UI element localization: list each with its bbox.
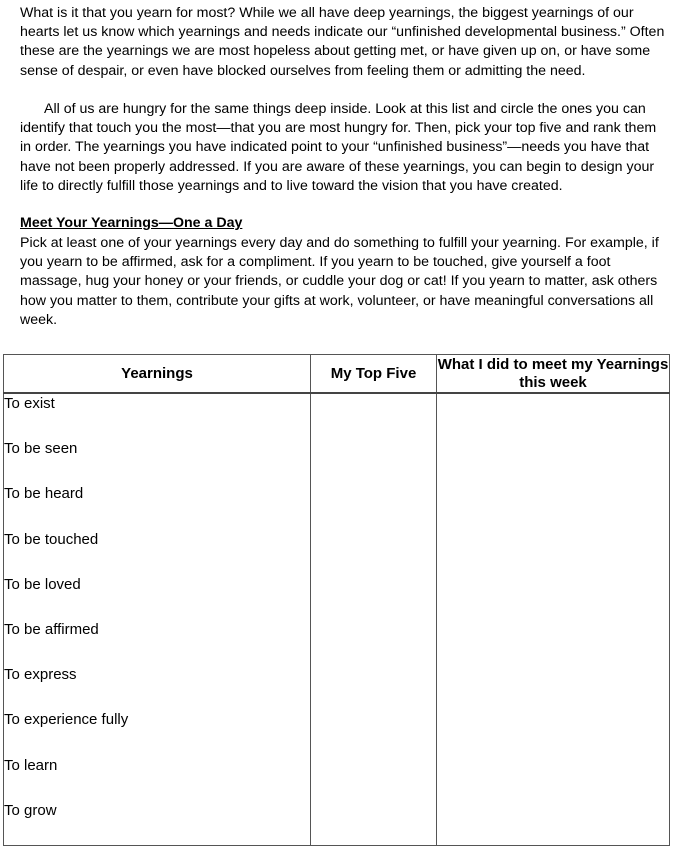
top-five-cell[interactable] — [311, 393, 437, 439]
top-five-cell[interactable] — [311, 756, 437, 801]
what-i-did-cell[interactable] — [437, 393, 670, 439]
yearning-label: To grow — [4, 801, 57, 819]
what-i-did-cell[interactable] — [437, 439, 670, 484]
table-row — [4, 710, 670, 755]
yearning-label: To be touched — [4, 530, 99, 548]
instructions-paragraph: All of us are hungry for the same things deep inside. Look at this list and circle the ones you can identify that touch you the most—that you are most hungry for. Then, pick your top five and rank them in order. The yearnings you have indicated point to your “unfinished business”—needs you have that have not been properly addressed. If you are aware of these yearnings, you can begin to design your life to directly fulfill those yearnings and to live toward the vision that you have created. — [20, 101, 657, 194]
yearnings-table — [3, 354, 670, 846]
yearning-cell — [4, 575, 311, 620]
yearning-label: To learn — [4, 756, 58, 774]
table-row — [4, 665, 670, 710]
top-five-cell[interactable] — [311, 484, 437, 529]
table-row — [4, 439, 670, 484]
what-i-did-cell[interactable] — [437, 575, 670, 620]
table-row — [4, 801, 670, 846]
yearning-label: To express — [4, 666, 77, 684]
header-what-i-did — [437, 355, 670, 394]
top-five-cell[interactable] — [311, 620, 437, 665]
table-row — [4, 756, 670, 801]
top-five-cell[interactable] — [311, 530, 437, 575]
table-row — [4, 484, 670, 529]
what-i-did-cell[interactable] — [437, 801, 670, 846]
what-i-did-cell[interactable] — [437, 710, 670, 755]
section-heading: Meet Your Yearnings—One a Day — [20, 215, 243, 231]
table-row — [4, 393, 670, 439]
top-five-cell[interactable] — [311, 575, 437, 620]
header-what-i-did-text: What I did to meet my Yearnings this week — [437, 356, 669, 391]
yearning-cell — [4, 620, 311, 665]
table-row — [4, 575, 670, 620]
table-row — [4, 620, 670, 665]
yearning-label: To exist — [4, 395, 55, 412]
yearning-label: To be affirmed — [4, 620, 99, 638]
what-i-did-cell[interactable] — [437, 756, 670, 801]
top-five-cell[interactable] — [311, 801, 437, 846]
table-row — [4, 530, 670, 575]
table-header-row — [4, 355, 670, 394]
top-five-cell[interactable] — [311, 710, 437, 755]
intro-paragraph: What is it that you yearn for most? While we all have deep yearnings, the biggest yearnings of our hearts let us know which yearnings and needs indicate our “unfinished developmental business.” Often these are the yearnings we are most hopeless about getting met, or have given up on, or have some sense of despair, or even have blocked ourselves from feeling them or admitting the need. — [20, 5, 665, 79]
yearning-label: To experience fully — [4, 711, 129, 729]
yearning-cell — [4, 665, 311, 710]
what-i-did-cell[interactable] — [437, 484, 670, 529]
yearning-cell — [4, 393, 311, 439]
what-i-did-cell[interactable] — [437, 530, 670, 575]
top-five-cell[interactable] — [311, 439, 437, 484]
what-i-did-cell[interactable] — [437, 665, 670, 710]
header-yearnings: Yearnings — [4, 355, 311, 394]
what-i-did-cell[interactable] — [437, 620, 670, 665]
yearning-cell — [4, 756, 311, 801]
header-top-five: My Top Five — [311, 355, 437, 394]
yearning-label: To be heard — [4, 485, 84, 503]
yearning-cell — [4, 801, 311, 846]
yearning-cell — [4, 530, 311, 575]
yearning-cell — [4, 710, 311, 755]
yearning-label: To be seen — [4, 440, 78, 458]
yearning-label: To be loved — [4, 575, 81, 593]
yearning-cell — [4, 439, 311, 484]
section-body: Pick at least one of your yearnings every day and do something to fulfill your yearning. For example, if you yearn to be affirmed, ask for a compliment. If you yearn to be touched, give yourself a foot massage, hug your honey or your friends, or cuddle your dog or cat! If you yearn to matter, ask others how you matter to them, contribute your gifts at work, volunteer, or have meaningful conversations all week. — [20, 235, 659, 328]
yearning-cell — [4, 484, 311, 529]
top-five-cell[interactable] — [311, 665, 437, 710]
